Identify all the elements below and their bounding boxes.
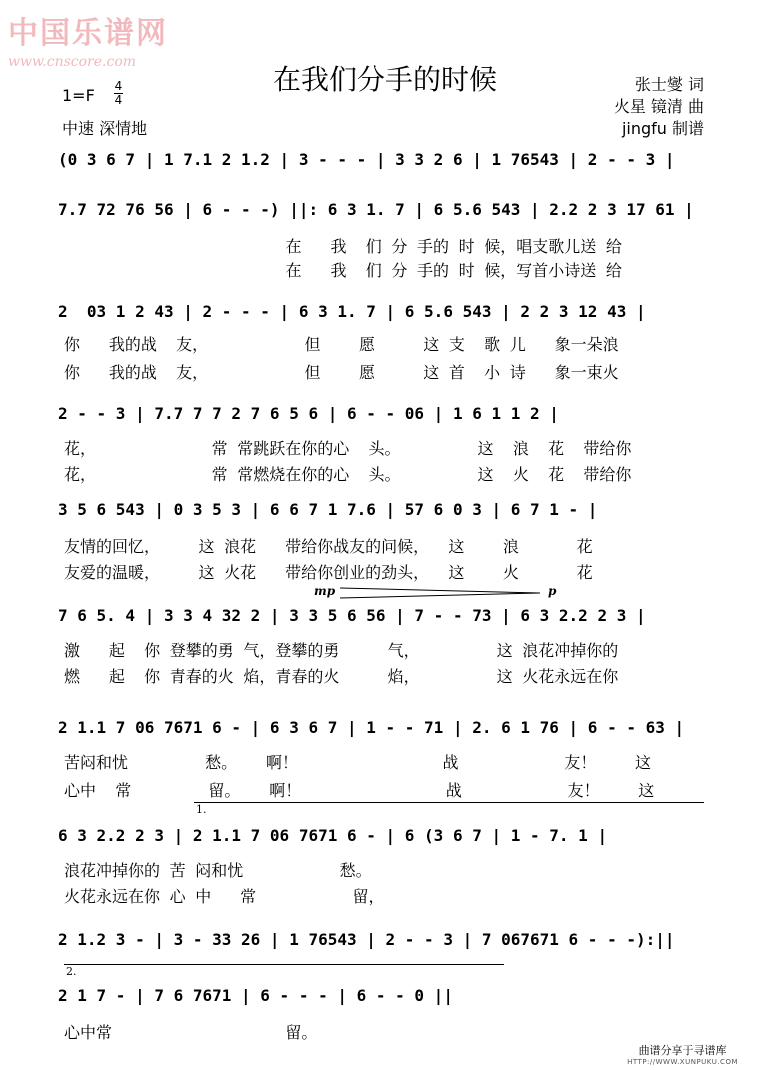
second-ending-bracket xyxy=(64,964,504,965)
song-title: 在我们分手的时候 xyxy=(272,63,497,96)
engraver-credit: jingfu 制谱 xyxy=(621,119,704,138)
time-signature-top: 4 xyxy=(114,79,123,93)
time-signature xyxy=(114,80,123,107)
lyric-line: 花， 常 常燃烧在你的心 头。 这 火 花 带给你 xyxy=(64,465,632,484)
footer-line1: 曲谱分享于寻谱库 xyxy=(638,1044,727,1057)
tempo-marking: 中速 深情地 xyxy=(62,119,148,138)
notation-line: 2 1 7 - | 7 6 7671 | 6 - - - | 6 - - 0 || xyxy=(58,986,453,1005)
lyric-line: 燃 起 你 青春的火 焰，青春的火 焰， 这 火花永远在你 xyxy=(64,667,619,686)
lyric-line: 激 起 你 登攀的勇 气，登攀的勇 气， 这 浪花冲掉你的 xyxy=(64,641,619,660)
composer-credit: 火星 镜清 曲 xyxy=(613,97,704,116)
second-ending-mark: 2. xyxy=(66,965,77,978)
notation-line: 2 03 1 2 43 | 2 - - - | 6 3 1. 7 | 6 5.6 543 | 2 2 3 12 43 | xyxy=(58,302,646,321)
decrescendo-hairpin xyxy=(340,586,540,600)
lyric-line: 心中 常 留。 啊！ 战 友！ 这 xyxy=(64,781,655,800)
lyric-line: 你 我的战 友， 但 愿 这 支 歌 儿 象一朵浪 xyxy=(64,335,619,354)
lyric-line: 苦闷和忧 愁。 啊！ 战 友！ 这 xyxy=(64,753,651,772)
notation-line: 2 - - 3 | 7.7 7 7 2 7 6 5 6 | 6 - - 06 | 1 6 1 1 2 | xyxy=(58,404,559,423)
lyricist-credit: 张士燮 词 xyxy=(634,75,704,94)
time-signature-bottom: 4 xyxy=(114,93,123,107)
first-ending-mark: 1. xyxy=(196,803,207,816)
footer-credit xyxy=(627,1042,738,1066)
key-signature: 1=F xyxy=(62,86,95,105)
lyric-line: 在 我 们 分 手的 时 候，唱支歌儿送 给 xyxy=(64,237,622,256)
lyric-line: 在 我 们 分 手的 时 候，写首小诗送 给 xyxy=(64,261,622,280)
dynamic-p: p xyxy=(548,584,557,598)
lyric-line: 你 我的战 友， 但 愿 这 首 小 诗 象一束火 xyxy=(64,363,619,382)
dynamic-mp: mp xyxy=(314,584,336,598)
notation-line: (0 3 6 7 | 1 7.1 2 1.2 | 3 - - - | 3 3 2 6 | 1 76543 | 2 - - 3 | xyxy=(58,150,675,169)
notation-line: 2 1.2 3 - | 3 - 33 26 | 1 76543 | 2 - - 3 | 7 067671 6 - - -):|| xyxy=(58,930,675,949)
notation-line: 7.7 72 76 56 | 6 - - -) ||: 6 3 1. 7 | 6 5.6 543 | 2.2 2 3 17 61 | xyxy=(58,200,694,219)
lyric-line: 友情的回忆， 这 浪花 带给你战友的问候， 这 浪 花 xyxy=(64,537,593,556)
footer-url: HTTP://WWW.XUNPUKU.COM xyxy=(627,1058,738,1066)
lyric-line: 友爱的温暖， 这 火花 带给你创业的劲头， 这 火 花 xyxy=(64,563,593,582)
lyric-line: 浪花冲掉你的 苦 闷和忧 愁。 xyxy=(64,861,372,880)
notation-line: 6 3 2.2 2 3 | 2 1.1 7 06 7671 6 - | 6 (3 6 7 | 1 - 7. 1 | xyxy=(58,826,608,845)
first-ending-bracket xyxy=(194,802,704,803)
notation-line: 7 6 5. 4 | 3 3 4 32 2 | 3 3 5 6 56 | 7 - - 73 | 6 3 2.2 2 3 | xyxy=(58,606,646,625)
lyric-line: 心中常 留。 xyxy=(64,1023,318,1042)
watermark-title: 中国乐谱网 xyxy=(8,16,168,51)
notation-line: 3 5 6 543 | 0 3 5 3 | 6 6 7 1 7.6 | 57 6 0 3 | 6 7 1 - | xyxy=(58,500,598,519)
watermark-url: www.cnscore.com xyxy=(8,54,137,70)
lyric-line: 火花永远在你 心 中 常 留， xyxy=(64,887,385,906)
lyric-line: 花， 常 常跳跃在你的心 头。 这 浪 花 带给你 xyxy=(64,439,632,458)
notation-line: 2 1.1 7 06 7671 6 - | 6 3 6 7 | 1 - - 71 | 2. 6 1 76 | 6 - - 63 | xyxy=(58,718,685,737)
